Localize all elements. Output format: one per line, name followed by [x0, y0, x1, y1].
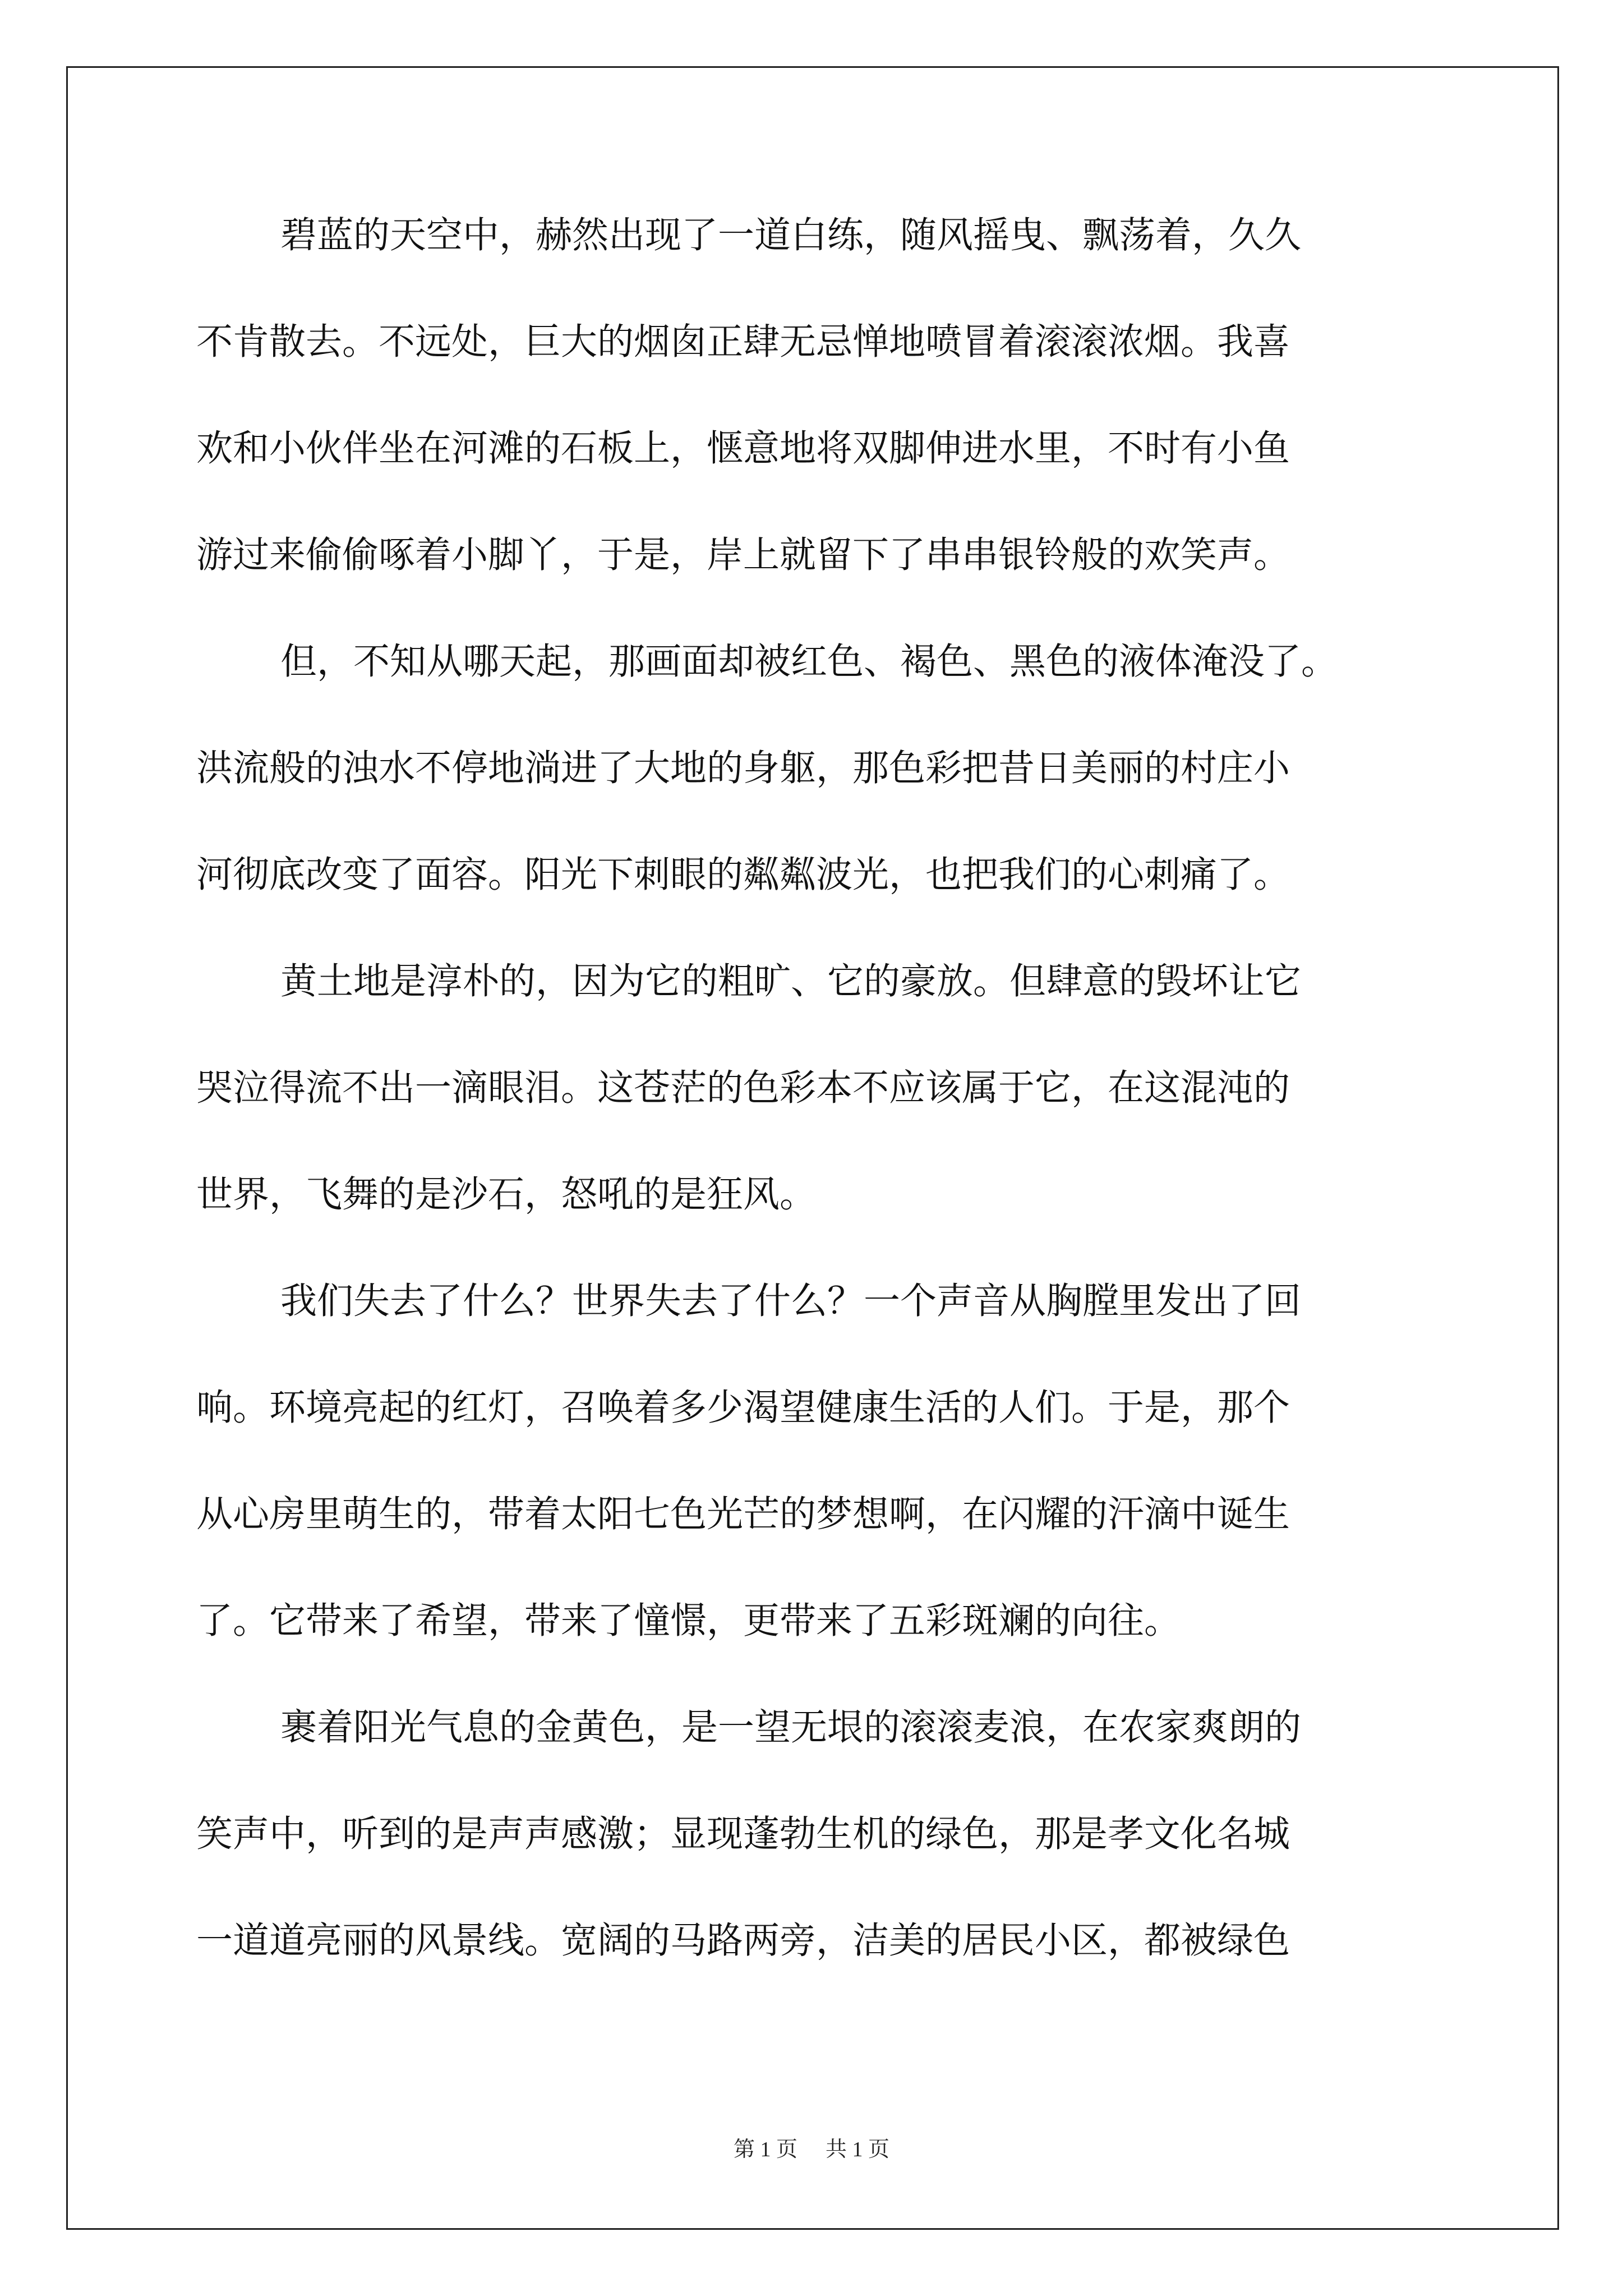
- paragraph-5-line-1: 裹着阳光气息的金黄色，是一望无垠的滚滚麦浪，在农家爽朗的: [280, 1706, 1302, 1749]
- page-footer: [0, 2132, 1623, 2162]
- paragraph-4-line-2: 响。环境亮起的红灯，召唤着多少渴望健康生活的人们。于是，那个: [196, 1387, 1290, 1429]
- paragraph-1-line-4: 游过来偷偷啄着小脚丫，于是，岸上就留下了串串银铃般的欢笑声。: [196, 534, 1290, 576]
- paragraph-4-line-3: 从心房里萌生的，带着太阳七色光芒的梦想啊，在闪耀的汗滴中诞生: [196, 1493, 1290, 1535]
- paragraph-3-line-3: 世界，飞舞的是沙石，怒吼的是狂风。: [196, 1174, 817, 1216]
- paragraph-2-line-3: 河彻底改变了面容。阳光下刺眼的粼粼波光，也把我们的心刺痛了。: [196, 854, 1290, 896]
- paragraph-1-line-3: 欢和小伙伴坐在河滩的石板上，惬意地将双脚伸进水里，不时有小鱼: [196, 427, 1290, 470]
- page-total: 共 1 页: [826, 2138, 890, 2161]
- paragraph-3-line-2: 哭泣得流不出一滴眼泪。这苍茫的色彩本不应该属于它，在这混沌的: [196, 1067, 1290, 1109]
- page-frame: [66, 66, 1559, 2230]
- paragraph-4-line-1: 我们失去了什么？世界失去了什么？一个声音从胸膛里发出了回: [280, 1280, 1302, 1322]
- paragraph-2-line-2: 洪流般的浊水不停地淌进了大地的身躯，那色彩把昔日美丽的村庄小: [196, 747, 1290, 789]
- paragraph-5-line-2: 笑声中，听到的是声声感激；显现蓬勃生机的绿色，那是孝文化名城: [196, 1813, 1290, 1855]
- paragraph-5-line-3: 一道道亮丽的风景线。宽阔的马路两旁，洁美的居民小区，都被绿色: [196, 1920, 1290, 1962]
- page-number: 第 1 页: [733, 2138, 797, 2161]
- paragraph-1-line-2: 不肯散去。不远处，巨大的烟囱正肆无忌惮地喷冒着滚滚浓烟。我喜: [196, 321, 1290, 363]
- paragraph-4-line-4: 了。它带来了希望，带来了憧憬，更带来了五彩斑斓的向往。: [196, 1600, 1181, 1642]
- paragraph-1-line-1: 碧蓝的天空中，赫然出现了一道白练，随风摇曳、飘荡着，久久: [280, 214, 1302, 256]
- paragraph-3-line-1: 黄土地是淳朴的，因为它的粗旷、它的豪放。但肆意的毁坏让它: [280, 960, 1302, 1002]
- paragraph-2-line-1: 但，不知从哪天起，那画面却被红色、褐色、黑色的液体淹没了。: [280, 641, 1338, 683]
